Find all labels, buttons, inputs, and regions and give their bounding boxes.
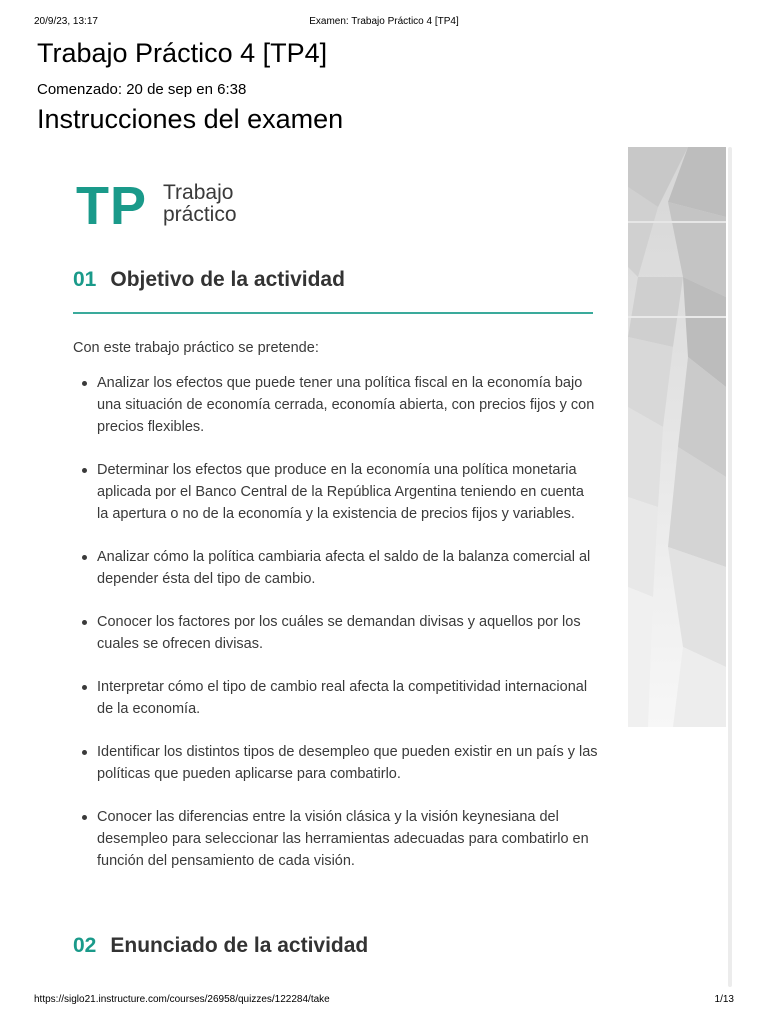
print-header [34,16,734,30]
tp-logo-line2: práctico [163,203,237,226]
objectives-list [73,372,598,893]
print-page-number: 1/13 [714,994,734,1005]
intro-text: Con este trabajo práctico se pretende: [73,340,319,356]
print-footer [34,994,734,1008]
list-item: Analizar los efectos que puede tener una política fiscal en la economía bajo una situación de economía cerrada, economía abierta, con precios fijos y con precios flexibles. [73,372,598,438]
section-number: 01 [73,268,97,291]
section-title: Enunciado de la actividad [110,934,369,957]
section-number: 02 [73,934,97,957]
list-item: Analizar cómo la política cambiaria afecta el saldo de la balanza comercial al depender ésta del tipo de cambio. [73,546,598,590]
section-heading-enunciado [73,934,368,958]
section-title: Objetivo de la actividad [110,268,345,291]
list-item: Determinar los efectos que produce en la economía una política monetaria aplicada por el Banco Central de la República Argentina teniendo en cuenta la apertura o no de la economía y la existencia de precios fijos y variables. [73,459,598,525]
instructions-heading: Instrucciones del examen [37,104,344,134]
print-page-title: Examen: Trabajo Práctico 4 [TP4] [309,16,459,27]
tp-logo-letters: TP [76,176,148,236]
list-item: Conocer las diferencias entre la visión clásica y la visión keynesiana del desempleo para seleccionar las herramientas adecuadas para combatirlo en función del pensamiento de cada visión. [73,806,598,872]
scrollbar[interactable] [728,147,732,987]
quiz-started-text: Comenzado: 20 de sep en 6:38 [37,81,247,98]
section-divider [73,312,593,314]
print-url: https://siglo21.instructure.com/courses/26958/quizzes/122284/take [34,994,330,1005]
print-datetime: 20/9/23, 13:17 [34,16,98,27]
list-item: Interpretar cómo el tipo de cambio real afecta la competitividad internacional de la economía. [73,676,598,720]
section-heading-objetivo [73,268,345,292]
tp-logo-words [163,182,237,226]
quiz-title: Trabajo Práctico 4 [TP4] [37,38,328,68]
list-item: Conocer los factores por los cuáles se demandan divisas y aquellos por los cuales se ofrecen divisas. [73,611,598,655]
tp-logo-line1: Trabajo [163,181,234,204]
list-item: Identificar los distintos tipos de desempleo que pueden existir en un país y las políticas que pueden aplicarse para combatirlo. [73,741,598,785]
decorative-geometric-image [628,147,726,727]
